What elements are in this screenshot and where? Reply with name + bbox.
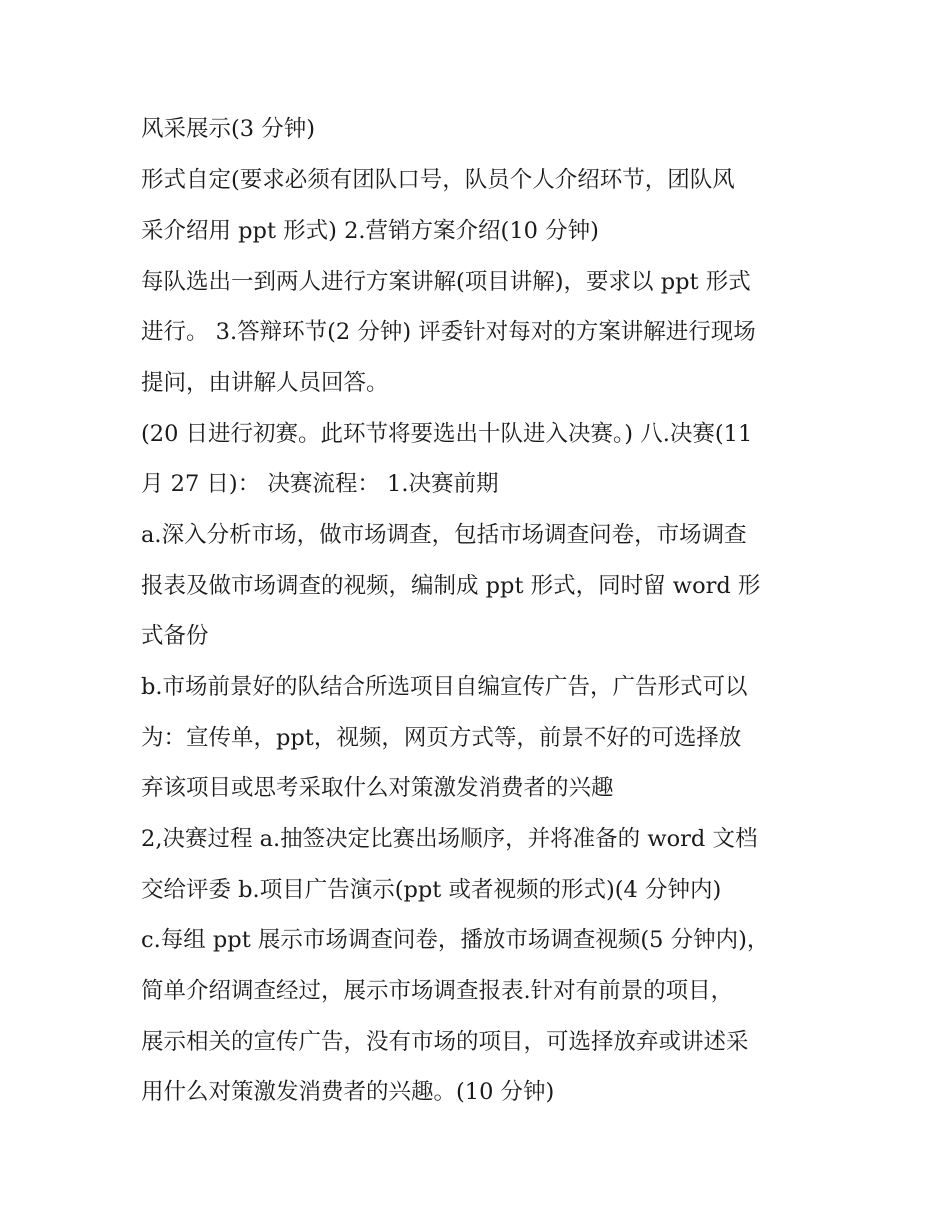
text-line: 交给评委 b.项目广告演示(ppt 或者视频的形式)(4 分钟内) bbox=[141, 877, 722, 903]
text-line: b.市场前景好的队结合所选项目自编宣传广告，广告形式可以 bbox=[141, 674, 748, 700]
text-line: 简单介绍调查经过，展示市场调查报表.针对有前景的项目， bbox=[141, 978, 734, 1004]
text-line: 提问，由讲解人员回答。 bbox=[141, 370, 389, 396]
text-line: 采介绍用 ppt 形式) 2.营销方案介绍(10 分钟) bbox=[141, 218, 599, 244]
text-line: 进行。 3.答辩环节(2 分钟) 评委针对每对的方案讲解进行现场 bbox=[141, 319, 756, 345]
text-line: 展示相关的宣传广告，没有市场的项目，可选择放弃或讲述采 bbox=[141, 1029, 749, 1055]
text-line: (20 日进行初赛。此环节将要选出十队进入决赛。) 八.决赛(11 bbox=[141, 421, 753, 447]
text-line: 2,决赛过程 a.抽签决定比赛出场顺序，并将准备的 word 文档 bbox=[141, 826, 758, 852]
text-line: 形式自定(要求必须有团队口号，队员个人介绍环节，团队风 bbox=[141, 167, 735, 193]
text-line: 为：宣传单，ppt，视频，网页方式等，前景不好的可选择放 bbox=[141, 725, 742, 751]
text-line: 式备份 bbox=[141, 623, 209, 649]
text-line: 月 27 日)： 决赛流程： 1.决赛前期 bbox=[141, 471, 499, 497]
text-line: 风采展示(3 分钟) bbox=[141, 116, 316, 142]
text-line: c.每组 ppt 展示市场调查问卷，播放市场调查视频(5 分钟内)， bbox=[141, 927, 770, 953]
text-line: a.深入分析市场，做市场调查，包括市场调查问卷，市场调查 bbox=[141, 522, 747, 548]
text-line: 弃该项目或思考采取什么对策激发消费者的兴趣 bbox=[141, 775, 614, 801]
text-line: 每队选出一到两人进行方案讲解(项目讲解)，要求以 ppt 形式 bbox=[141, 269, 751, 295]
text-line: 报表及做市场调查的视频，编制成 ppt 形式，同时留 word 形 bbox=[141, 573, 761, 599]
text-line: 用什么对策激发消费者的兴趣。(10 分钟) bbox=[141, 1079, 555, 1105]
